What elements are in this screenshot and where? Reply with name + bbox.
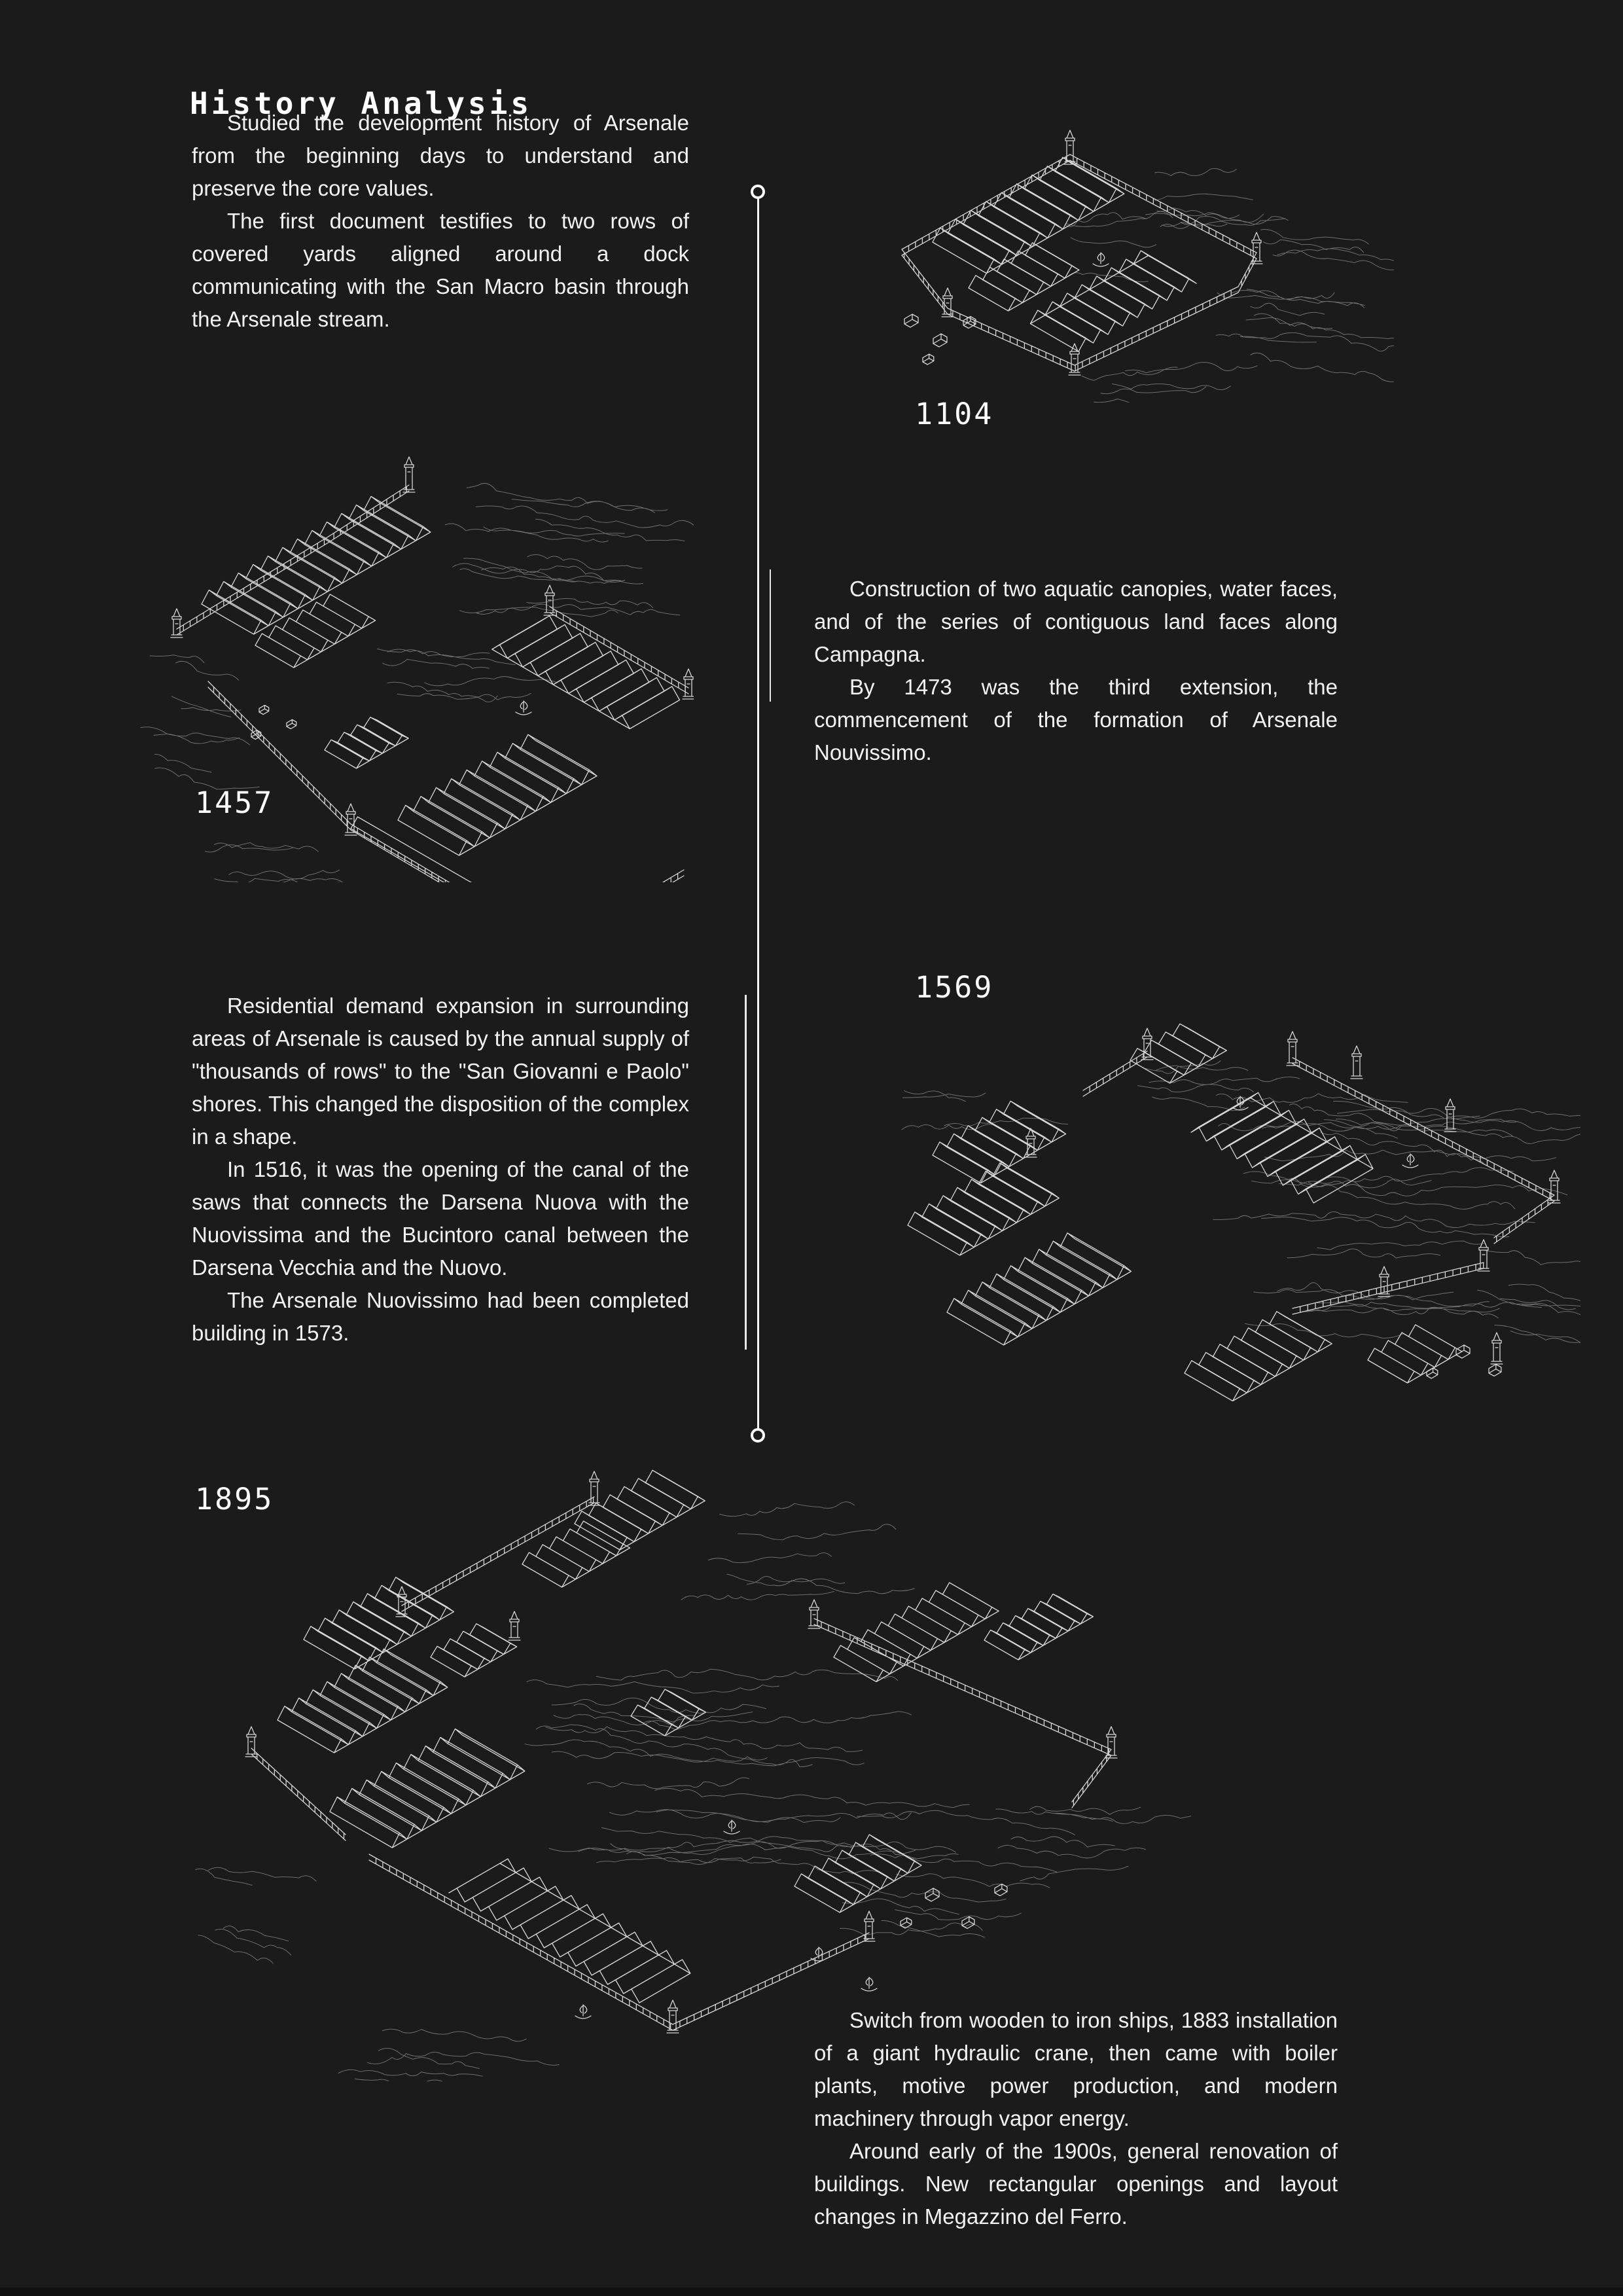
intro-paragraph-2: The first document testifies to two rows of covered yards aligned around a dock communicating with the San Macro basin through the Arsenale stream. (192, 209, 689, 331)
caption-1473-paragraph-2: By 1473 was the third extension, the commencement of the formation of Arsenale Nouvissimo. (814, 675, 1338, 764)
line-art-water (1065, 169, 1394, 403)
caption-1883 (814, 2004, 1338, 2233)
line-art-structures (902, 130, 1262, 375)
arsenale-illustration-1895 (174, 1440, 1191, 2081)
intro-text (192, 107, 689, 336)
caption-1883-paragraph-2: Around early of the 1900s, general renovation of buildings. New rectangular openings and layout changes in Megazzino del Ferro. (814, 2139, 1338, 2229)
side-rule-left (745, 995, 747, 1350)
intro-paragraph-1: Studied the development history of Arsenale from the beginning days to understand and preserve the core values. (192, 111, 689, 200)
caption-1473-paragraph-1: Construction of two aquatic canopies, water faces, and of the series of contiguous land faces along Campagna. (814, 577, 1338, 666)
line-art-water (141, 483, 694, 882)
caption-1883-paragraph-1: Switch from wooden to iron ships, 1883 installation of a giant hydraulic crane, then came with boiler plants, motive power production, and modern machinery through vapor energy. (814, 2008, 1338, 2130)
year-label-1104: 1104 (915, 397, 994, 431)
caption-1516-paragraph-3: The Arsenale Nuovissimo had been completed building in 1573. (192, 1288, 689, 1345)
line-art-water (196, 1502, 1191, 2081)
page-title: History Analysis (190, 85, 533, 121)
year-label-1895: 1895 (195, 1482, 274, 1516)
timeline-dot-top (751, 185, 765, 199)
line-art-structures (245, 1470, 1117, 2033)
footer-strip (0, 2287, 1623, 2296)
caption-1516-paragraph-2: In 1516, it was the opening of the canal of the saws that connects the Darsena Nuova with the Nuovissima and the Bucintoro canal between the Darsena Vecchia and the Nuovo. (192, 1157, 689, 1280)
arsenale-illustration-1104 (870, 121, 1394, 403)
caption-1516-paragraph-1: Residential demand expansion in surrounding areas of Arsenale is caused by the annual supply of "thousands of rows" to the "San Giovanni e Paolo" shores. This changed the disposition of the complex in a shape. (192, 994, 689, 1149)
caption-1473 (814, 573, 1338, 769)
timeline-line (757, 198, 759, 1429)
year-label-1457: 1457 (195, 785, 274, 820)
line-art-water (902, 1061, 1580, 1351)
caption-1516 (192, 990, 689, 1350)
arsenale-illustration-1569 (834, 936, 1580, 1479)
year-label-1569: 1569 (915, 970, 994, 1005)
side-rule-right (770, 569, 771, 702)
